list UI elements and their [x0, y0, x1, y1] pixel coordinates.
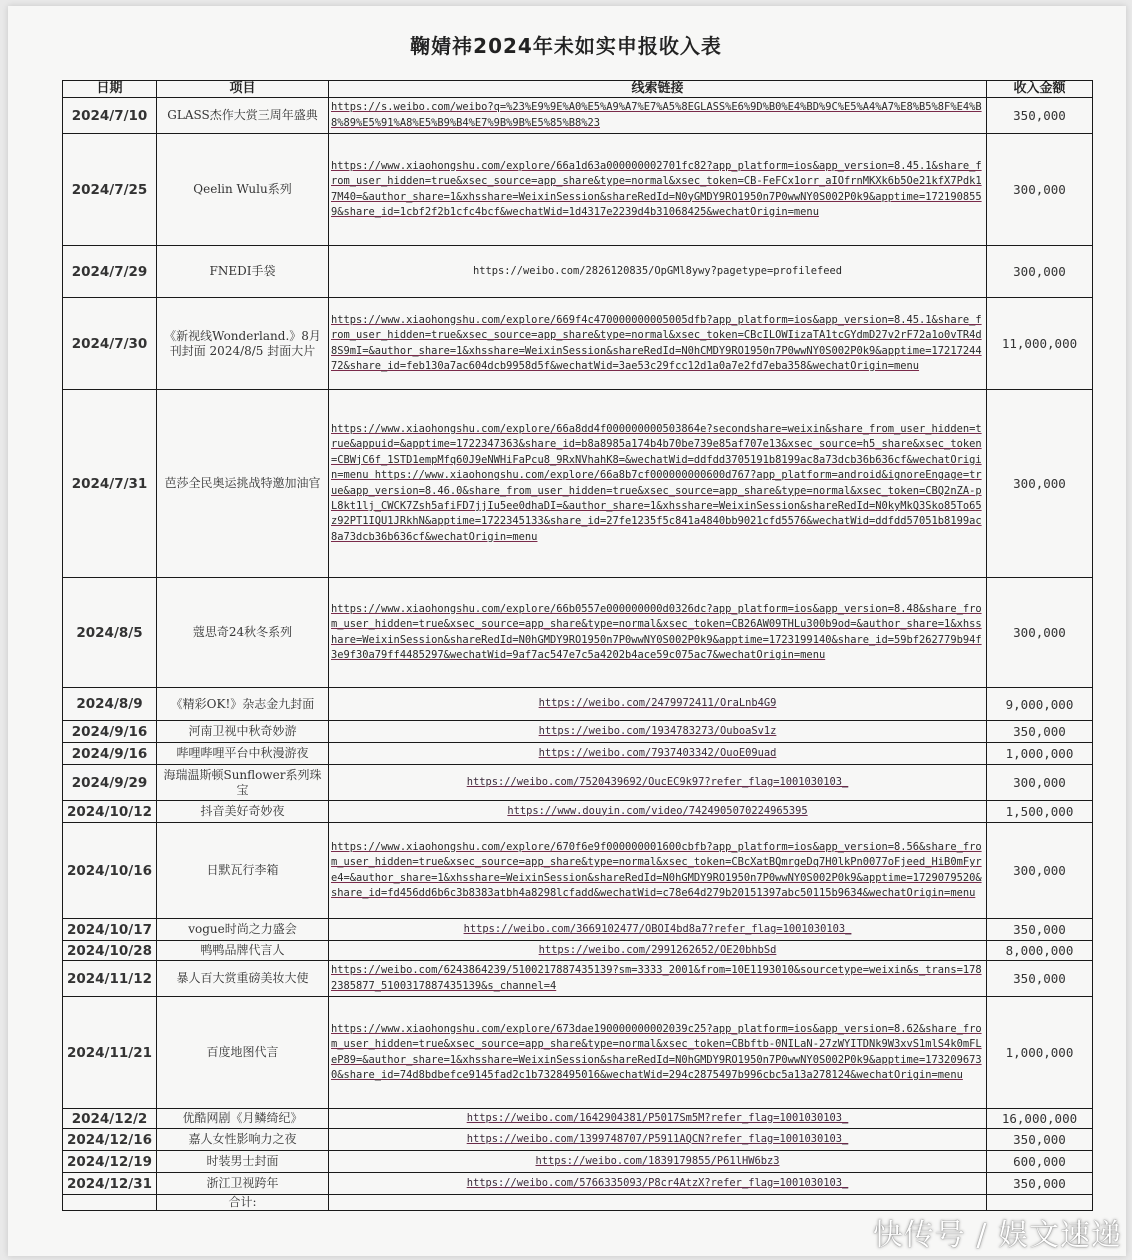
table-row: [63, 823, 1093, 919]
watermark: 快传号 / 娱文速递: [872, 1218, 1122, 1253]
item-cell: 优酷网剧《月鳞绮纪》: [157, 1109, 329, 1129]
item-cell: vogue时尚之力盛会: [157, 919, 329, 941]
table-row: [63, 1195, 1093, 1211]
item-cell: 抖音美好奇妙夜: [157, 801, 329, 823]
item-cell: 时装男士封面: [157, 1151, 329, 1173]
link-cell[interactable]: https://weibo.com/2479972411/OraLnb4G9: [329, 688, 987, 721]
item-cell: 芭莎全民奥运挑战特邀加油官: [157, 390, 329, 578]
table-row: [63, 801, 1093, 823]
link-cell[interactable]: https://weibo.com/7520439692/OucEC9k97?refer_flag=1001030103_: [329, 765, 987, 801]
amount-cell: 600,000: [987, 1151, 1093, 1173]
date-cell: 2024/7/30: [63, 298, 157, 390]
amount-cell: 1,000,000: [987, 743, 1093, 765]
document-title: 鞠婧祎2024年未如实申报收入表: [410, 34, 722, 58]
link-cell[interactable]: https://weibo.com/1934783273/OuboaSv1z: [329, 721, 987, 743]
link-cell[interactable]: [329, 823, 987, 919]
date-cell: 2024/8/5: [63, 578, 157, 688]
link-cell[interactable]: [329, 98, 987, 134]
date-cell: 2024/10/28: [63, 941, 157, 961]
link-cell[interactable]: https://weibo.com/7937403342/OuoE09uad: [329, 743, 987, 765]
link-text[interactable]: https://www.xiaohongshu.com/explore/66a1d63a000000002701fc82?app_platform=ios&app_version=8.45.1&share_from_user_hidden=true&xsec_source=app_share&type=normal&xsec_token=CB-FeFCx1orr_aIOfrnMKXk6b5Oe21kfX7Pdk17M40=&author_share=1&xhsshare=WeixinSession&shareRedId=N0yGMDY9RO1950n7P0wwNY0S002P0k9&apptime=1721908559&share_id=1cbf2f2b1cfc4bcf&wechatWid=1d4317e2239d4b31068425&wechatOrigin=menu: [331, 159, 982, 218]
date-cell: 2024/12/2: [63, 1109, 157, 1129]
date-cell: 2024/12/16: [63, 1129, 157, 1151]
link-cell[interactable]: https://weibo.com/2991262652/OE20bhbSd: [329, 941, 987, 961]
date-cell: 2024/7/29: [63, 246, 157, 298]
table-row: [63, 246, 1093, 298]
date-cell: 2024/9/29: [63, 765, 157, 801]
date-cell: 2024/12/31: [63, 1173, 157, 1195]
table-row: [63, 997, 1093, 1109]
table-row: [63, 721, 1093, 743]
amount-cell: 350,000: [987, 961, 1093, 997]
link-text[interactable]: https://www.xiaohongshu.com/explore/669f4c470000000005005dfb?app_platform=ios&app_version=8.45.1&share_from_user_hidden=true&xsec_source=app_share&type=normal&xsec_token=CBcILOWIizaTA1tcGYdmD27v2rF72a1o0vTR4d8S9mI=&author_share=1&xhsshare=WeixinSession&shareRedId=N0hCMDY9RO1950n7P0wwNY0S002P0k9&apptime=1721724472&share_id=feb130a7ac604dcb9958d5f&wechatWid=3ae53c29fcc12d1a0a7e2fd7eba358&wechatOrigin=menu: [331, 313, 982, 372]
date-cell: 2024/12/19: [63, 1151, 157, 1173]
amount-cell: 350,000: [987, 721, 1093, 743]
link-cell[interactable]: [329, 997, 987, 1109]
amount-cell: 300,000: [987, 134, 1093, 246]
date-cell: 2024/9/16: [63, 721, 157, 743]
link-cell[interactable]: https://weibo.com/1839179855/P61lHW6bz3: [329, 1151, 987, 1173]
date-cell: 2024/7/10: [63, 98, 157, 134]
link-text[interactable]: https://www.xiaohongshu.com/explore/670f6e9f000000001600cbfb?app_platform=ios&app_version=8.56&share_from_user_hidden=true&xsec_source=app_share&type=normal&xsec_token=CBcXatBQmrgeDq7H0lkPn0077oFjeed_HiB0mFyre4=&author_share=1&xhsshare=WeixinSession&shareRedId=N0hGMDY9RO1950n7P0wwNY0S002P0k9&apptime=1729079520&share_id=fd456dd6b6c3b8383atbh4a8298lcfadd&wechatWid=c78e64d279b20151397abc50115b9634&wechatOrigin=menu: [331, 840, 982, 899]
table-row: [63, 578, 1093, 688]
link-text[interactable]: https://s.weibo.com/weibo?q=%23%E9%9E%A0%E5%A9%A7%E7%A5%8EGLASS%E6%9D%B0%E4%BD%9C%E5%A4%A7%E8%B5%8F%E4%B8%89%E5%91%A8%E5%B9%B4%E7%9B%9B%E5%85%B8%23: [331, 101, 982, 129]
link-cell[interactable]: https://weibo.com/2826120835/OpGMl8ywy?pagetype=profilefeed: [329, 246, 987, 298]
amount-cell: 350,000: [987, 98, 1093, 134]
link-cell[interactable]: [329, 390, 987, 578]
item-cell: 鸭鸭品牌代言人: [157, 941, 329, 961]
amount-cell: 300,000: [987, 390, 1093, 578]
table-body: [63, 98, 1093, 1211]
table-row: [63, 919, 1093, 941]
link-cell[interactable]: [329, 298, 987, 390]
amount-cell: 1,000,000: [987, 997, 1093, 1109]
item-cell: 暴人百大赏重磅美妆大使: [157, 961, 329, 997]
item-cell: Qeelin Wulu系列: [157, 134, 329, 246]
date-cell: 2024/7/25: [63, 134, 157, 246]
link-cell[interactable]: https://weibo.com/1642904381/P5017Sm5M?refer_flag=1001030103_: [329, 1109, 987, 1129]
income-table: [62, 80, 1093, 1211]
amount-cell: 8,000,000: [987, 941, 1093, 961]
table-row: [63, 1109, 1093, 1129]
link-cell[interactable]: https://weibo.com/3669102477/OBOI4bd8a7?refer_flag=1001030103_: [329, 919, 987, 941]
link-cell[interactable]: https://weibo.com/1399748707/P5911AQCN?refer_flag=1001030103_: [329, 1129, 987, 1151]
amount-cell: 350,000: [987, 1173, 1093, 1195]
amount-cell: 1,500,000: [987, 801, 1093, 823]
table-row: [63, 98, 1093, 134]
header-link: 线索链接: [329, 81, 987, 98]
amount-cell: 16,000,000: [987, 1109, 1093, 1129]
amount-cell: 350,000: [987, 919, 1093, 941]
table-row: [63, 298, 1093, 390]
table-row: [63, 1151, 1093, 1173]
table-row: [63, 961, 1093, 997]
table-row: [63, 765, 1093, 801]
item-cell: 哔哩哔哩平台中秋漫游夜: [157, 743, 329, 765]
date-cell: 2024/7/31: [63, 390, 157, 578]
item-cell: 蔻思奇24秋冬系列: [157, 578, 329, 688]
amount-cell: 300,000: [987, 823, 1093, 919]
item-cell: 嘉人女性影响力之夜: [157, 1129, 329, 1151]
date-cell: [63, 1195, 157, 1211]
item-cell: 合计:: [157, 1195, 329, 1211]
item-cell: 《新视线Wonderland.》8月刊封面 2024/8/5 封面大片: [157, 298, 329, 390]
table-row: [63, 134, 1093, 246]
item-cell: GLASS杰作大赏三周年盛典: [157, 98, 329, 134]
table-row: [63, 1129, 1093, 1151]
date-cell: 2024/8/9: [63, 688, 157, 721]
link-cell[interactable]: https://www.douyin.com/video/7424905070224965395: [329, 801, 987, 823]
header-item: 项目: [157, 81, 329, 98]
link-text[interactable]: https://www.xiaohongshu.com/explore/66a8dd4f000000000503864e?secondshare=weixin&share_from_user_hidden=true&appuid=&apptime=1722347363&share_id=b8a8985a174b4b70be739e85af707e13&xsec_source=h5_share&xsec_token=CBWjC6f_1STD1empMfq60J9eNWHiFaPcu8_9RxNVhahK8=&wechatWid=ddfdd3705191b8199ac8a73dcb36b636cf&wechatOrigin=menu https://www.xiaohongshu.com/explore/66a8b7cf000000000600d767?app_platform=android&ignoreEngage=true&app_version=8.46.0&share_from_user_hidden=true&xsec_source=app_share&type=normal&xsec_token=CBQ2nZA-pL8kt1lj_CWCK7Zsh5afiFD7jjIu5ee0dhaDI=&author_share=1&xhsshare=WeixinSession&shareRedId=N0kyMkQ3Sko85To65z92PT1IQU1JRkhN&apptime=1722345133&share_id=27fe1235f5c841a4840bb9021cfd5576&wechatWid=ddfdd57051b8199ac8a73dcb36b636cf&wechatOrigin=menu: [331, 422, 982, 543]
item-cell: FNEDI手袋: [157, 246, 329, 298]
table-row: [63, 390, 1093, 578]
amount-cell: 300,000: [987, 765, 1093, 801]
date-cell: 2024/9/16: [63, 743, 157, 765]
link-text[interactable]: https://www.xiaohongshu.com/explore/673dae190000000002039c25?app_platform=ios&app_version=8.62&share_from_user_hidden=true&xsec_source=app_share&type=normal&xsec_token=CBbftb-0NILaN-27zWYITDNk9W3xvS1mlS4k0mFLeP89=&author_share=1&xhsshare=WeixinSession&shareRedId=N0hGMDY9RO1950n7P0wwNY0S002P0k9&apptime=1732096730&share_id=74d8bdbefce9145fad2c1b7328495016&wechatWid=294c2875497b996cbc5a13a278124&wechatOrigin=menu: [331, 1022, 982, 1081]
link-text[interactable]: https://www.xiaohongshu.com/explore/66b0557e000000000d0326dc?app_platform=ios&app_version=8.48&share_from_user_hidden=true&xsec_source=app_share&type=normal&xsec_token=CB26AW09THLu300b9od=&author_share=1&xhsshare=WeixinSession&shareRedId=N0hGMDY9RO1950n7P0wwNY0S002P0k9&apptime=1723199140&share_id=59bf262779b94f3e9f30a79ff4485297&wechatWid=9af7ac547e7c5a4202b4ace59c075ac7&wechatOrigin=menu: [331, 602, 982, 661]
table-row: [63, 1173, 1093, 1195]
date-cell: 2024/11/12: [63, 961, 157, 997]
date-cell: 2024/10/17: [63, 919, 157, 941]
amount-cell: [987, 1195, 1093, 1211]
item-cell: 日默瓦行李箱: [157, 823, 329, 919]
link-text[interactable]: https://weibo.com/6243864239/5100217887435139?sm=3333_2001&from=10E1193010&sourcetype=weixin&s_trans=1782385877_5100317887435139&s_channel=4: [331, 964, 982, 992]
header-amount: 收入金额: [987, 81, 1093, 98]
table-row: [63, 743, 1093, 765]
amount-cell: 300,000: [987, 578, 1093, 688]
table-row: [63, 941, 1093, 961]
item-cell: 海瑞温斯顿Sunflower系列珠宝: [157, 765, 329, 801]
amount-cell: 11,000,000: [987, 298, 1093, 390]
item-cell: 《精彩OK!》杂志金九封面: [157, 688, 329, 721]
amount-cell: 9,000,000: [987, 688, 1093, 721]
link-cell[interactable]: [329, 578, 987, 688]
item-cell: 百度地图代言: [157, 997, 329, 1109]
link-cell: [329, 1195, 987, 1211]
link-cell[interactable]: https://weibo.com/5766335093/P8cr4AtzX?refer_flag=1001030103_: [329, 1173, 987, 1195]
item-cell: 河南卫视中秋奇妙游: [157, 721, 329, 743]
table-header-row: [63, 81, 1093, 98]
date-cell: 2024/10/12: [63, 801, 157, 823]
header-date: 日期: [63, 81, 157, 98]
table-row: [63, 688, 1093, 721]
item-cell: 浙江卫视跨年: [157, 1173, 329, 1195]
amount-cell: 300,000: [987, 246, 1093, 298]
date-cell: 2024/11/21: [63, 997, 157, 1109]
date-cell: 2024/10/16: [63, 823, 157, 919]
link-cell[interactable]: [329, 961, 987, 997]
amount-cell: 350,000: [987, 1129, 1093, 1151]
link-cell[interactable]: [329, 134, 987, 246]
